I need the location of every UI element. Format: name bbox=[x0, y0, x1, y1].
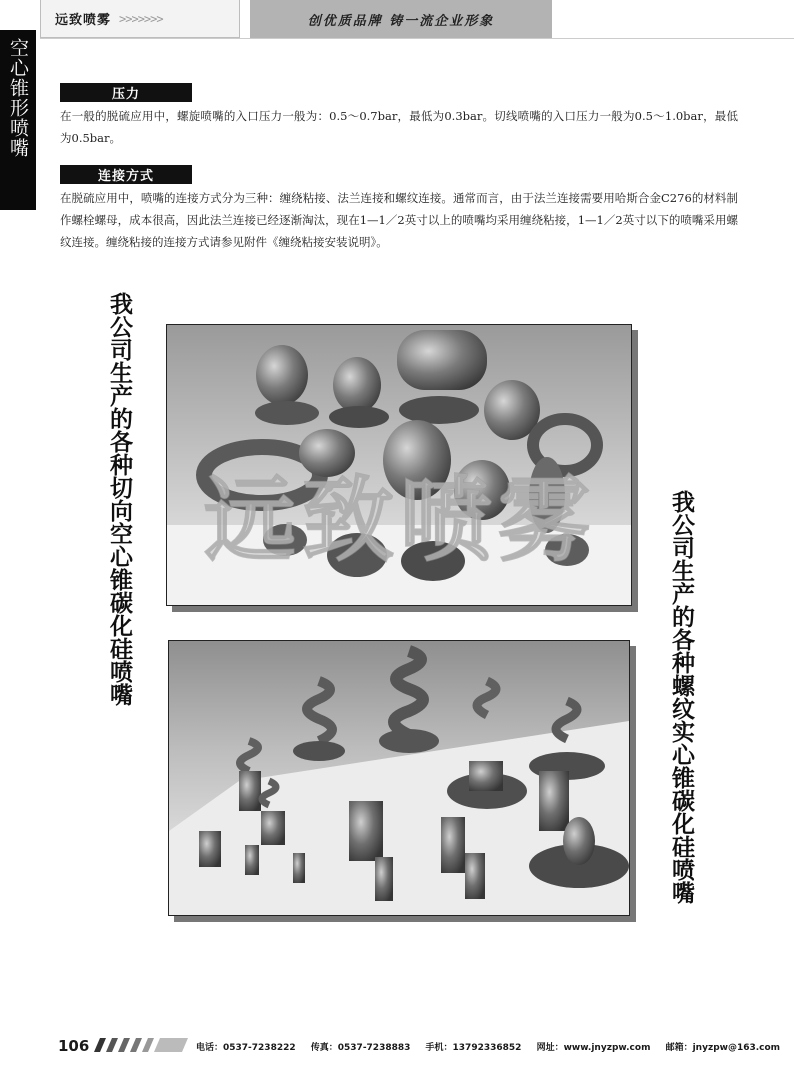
watermark-brand bbox=[130, 470, 670, 570]
header-slogan: 创优质品牌 铸一流企业形象 bbox=[250, 0, 552, 38]
footer-email[interactable]: 邮箱：jnyzpw@163.com bbox=[665, 1043, 781, 1053]
footer-contact bbox=[196, 1040, 792, 1053]
header-arrows: >>>>>>> bbox=[119, 11, 163, 26]
header-brand-tab bbox=[40, 0, 240, 38]
photo-spiral-illustration bbox=[169, 641, 629, 915]
footer-mobile: 手机：13792336852 bbox=[425, 1043, 522, 1053]
section-heading-connection: 连接方式 bbox=[60, 165, 192, 184]
footer-fax: 传真：0537-7238883 bbox=[310, 1043, 411, 1053]
section-body-pressure: 在一般的脱硫应用中，螺旋喷嘴的入口压力一般为：0.5～0.7bar，最低为0.3bar。切线喷嘴的入口压力一般为0.5～1.0bar，最低为0.5bar。 bbox=[60, 109, 738, 145]
footer-phone: 电话：0537-7238222 bbox=[196, 1043, 296, 1053]
caption-tangential-nozzles: 我公司生产的各种切向空心锥碳化硅喷嘴 bbox=[106, 292, 132, 706]
page-number: 106 bbox=[58, 1037, 90, 1055]
side-title: 空心锥形喷嘴 bbox=[0, 30, 36, 210]
footer-website[interactable]: 网址：www.jnyzpw.com bbox=[536, 1043, 651, 1053]
header-divider bbox=[40, 38, 794, 39]
header-brand: 远致喷雾 bbox=[55, 13, 112, 28]
caption-spiral-nozzles: 我公司生产的各种螺纹实心锥碳化硅喷嘴 bbox=[668, 490, 694, 904]
watermark-text: 远致喷雾 bbox=[203, 470, 597, 570]
footer-stripes bbox=[88, 1038, 188, 1052]
section-heading-pressure: 压力 bbox=[60, 83, 192, 102]
section-body-connection: 在脱硫应用中，喷嘴的连接方式分为三种：缠绕粘接、法兰连接和螺纹连接。通常而言，由于法兰连接需要用哈斯合金C276的材料制作螺栓螺母，成本很高，因此法兰连接已经逐渐淘汰，现在1—1／2英寸以上的喷嘴均采用缠绕粘接，1—1／2英寸以下的喷嘴采用螺纹连接。缠绕粘接的连接方式请参见附件《缠绕粘接安装说明》。 bbox=[60, 191, 738, 249]
photo-spiral-nozzles bbox=[168, 640, 630, 916]
